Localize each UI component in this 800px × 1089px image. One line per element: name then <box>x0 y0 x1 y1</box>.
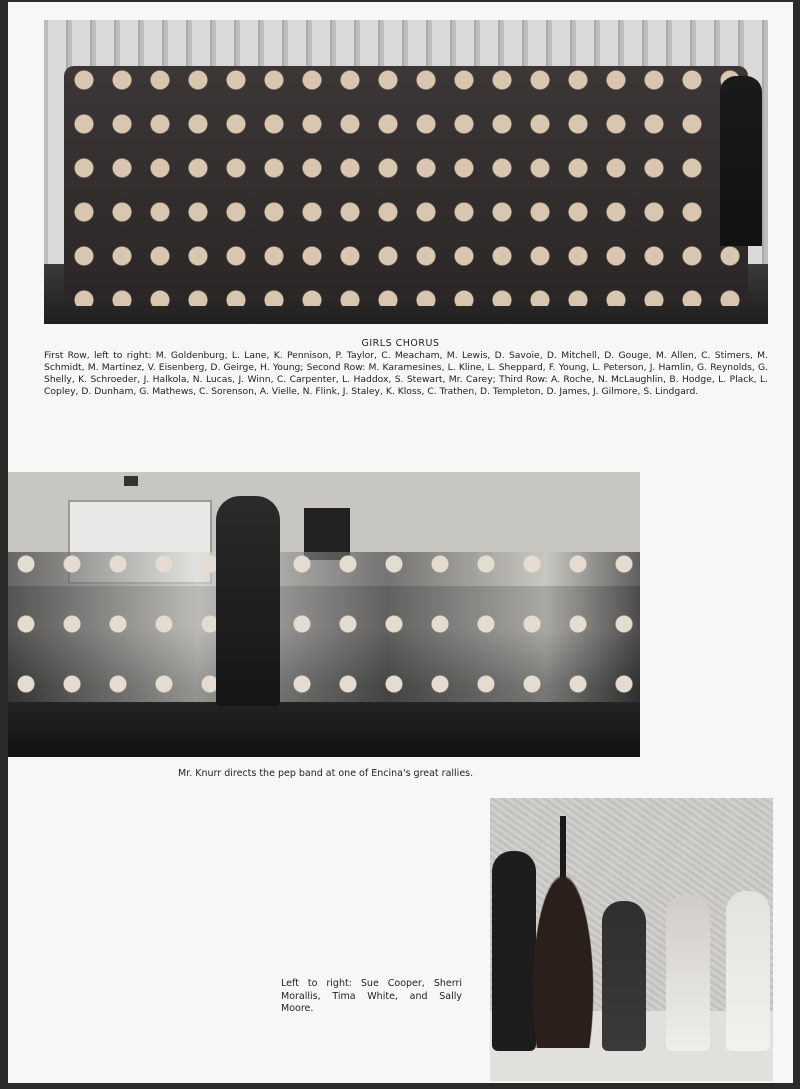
violinist-1 <box>602 901 646 1051</box>
chorus-caption: First Row, left to right: M. Goldenburg, L. Lane, K. Pennison, P. Taylor, C. Meacham, M. Lewis, D. Savoie, D. Mitchell, D. Gouge, M. Allen, C. Stimers, M. Schmidt, M. Martinez, V. Eisenberg, D. Geirge, H. Young; Second Row: M. Karamesines, L. Kline, L. Sheppard, F. Young, L. Peterson, J. Hamlin, G. Reynolds, G. Shelly, K. Schroeder, J. Halkola, N. Lucas, J. Winn, C. Carpenter, L. Haddox, S. Stewart, Mr. Carey; Third Row: A. Roche, N. McLaughlin, B. Hodge, L. Plack, L. Copley, D. Dunham, G. Mathews, C. Sorenson, A. Vielle, N. Flink, J. Staley, K. Kloss, C. Trathen, D. Templeton, D. James, J. Gilmore, S. Lindgard. <box>44 350 768 397</box>
violinist-3 <box>726 891 770 1051</box>
chorus-members <box>64 66 748 306</box>
band-conductor <box>216 496 280 706</box>
double-bass <box>528 858 598 1048</box>
pep-band-photo <box>8 472 640 757</box>
quartet-caption: Left to right: Sue Cooper, Sherri Morallis, Tima White, and Sally Moore. <box>281 978 462 1014</box>
exit-sign <box>124 476 138 486</box>
yearbook-page <box>8 2 793 1083</box>
band-members <box>8 552 640 702</box>
chorus-director <box>720 76 762 246</box>
girls-chorus-photo <box>44 20 768 324</box>
band-caption: Mr. Knurr directs the pep band at one of Encina's great rallies. <box>178 768 474 779</box>
string-quartet-photo <box>490 798 773 1081</box>
chorus-title: GIRLS CHORUS <box>361 338 440 349</box>
violinist-2 <box>666 895 710 1051</box>
